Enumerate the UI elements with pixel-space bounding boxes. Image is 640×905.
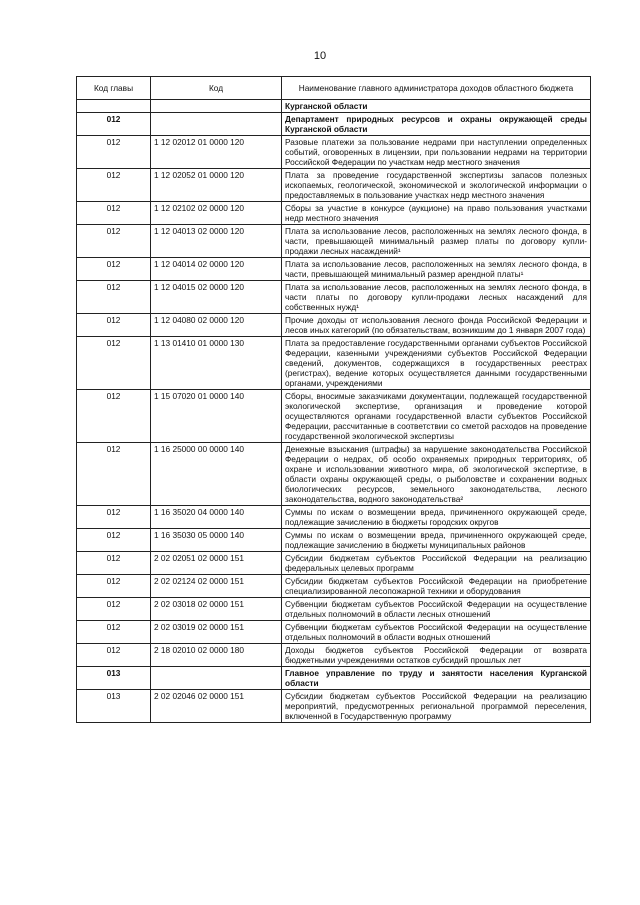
budget-code-cell xyxy=(151,667,282,690)
budget-code-cell: 1 16 35020 04 0000 140 xyxy=(151,506,282,529)
table-row xyxy=(77,598,591,621)
table-row xyxy=(77,690,591,723)
chapter-code-cell: 012 xyxy=(77,225,151,258)
chapter-code-cell: 012 xyxy=(77,443,151,506)
budget-code-cell: 2 02 02124 02 0000 151 xyxy=(151,575,282,598)
revenue-name-cell: Курганской области xyxy=(282,100,591,113)
table-header-row xyxy=(77,77,591,100)
table-row xyxy=(77,644,591,667)
revenue-name-cell: Сборы, вносимые заказчиками документации, подлежащей государственной экологической экспертизе, организация и проведение которой осуществляются органами государственной власти субъектов Российской Федерации, рассчитанные в соответствии со сметой расходов на проведение государственной экологической экспертизы xyxy=(282,390,591,443)
page-number: 10 xyxy=(313,50,327,62)
chapter-code-cell: 012 xyxy=(77,169,151,202)
budget-code-cell xyxy=(151,113,282,136)
revenue-name-cell: Сборы за участие в конкурсе (аукционе) на право пользования участками недр местного значения xyxy=(282,202,591,225)
chapter-code-cell: 012 xyxy=(77,598,151,621)
table-row xyxy=(77,136,591,169)
budget-code-cell: 2 18 02010 02 0000 180 xyxy=(151,644,282,667)
chapter-code-cell: 012 xyxy=(77,281,151,314)
chapter-code-cell: 012 xyxy=(77,506,151,529)
table-row xyxy=(77,552,591,575)
budget-code-cell: 1 16 25000 00 0000 140 xyxy=(151,443,282,506)
revenue-name-cell: Главное управление по труду и занятости населения Курганской области xyxy=(282,667,591,690)
revenue-name-cell: Субвенции бюджетам субъектов Российской Федерации на осуществление отдельных полномочий в области водных отношений xyxy=(282,621,591,644)
budget-code-cell: 1 16 35030 05 0000 140 xyxy=(151,529,282,552)
revenue-name-cell: Разовые платежи за пользование недрами при наступлении определенных событий, оговоренных в лицензии, при пользовании недрами на территории Российской Федерации по участкам недр местного значения xyxy=(282,136,591,169)
revenue-name-cell: Департамент природных ресурсов и охраны окружающей среды Курганской области xyxy=(282,113,591,136)
table-row xyxy=(77,258,591,281)
section-header-row xyxy=(77,100,591,113)
chapter-code-cell: 012 xyxy=(77,113,151,136)
header-administrator-name: Наименование главного администратора доходов областного бюджета xyxy=(282,77,591,100)
budget-code-cell: 2 02 03018 02 0000 151 xyxy=(151,598,282,621)
budget-code-cell: 2 02 02051 02 0000 151 xyxy=(151,552,282,575)
revenue-name-cell: Плата за проведение государственной экспертизы запасов полезных ископаемых, геологической, экономической и экологической информации о предоставляемых в пользование участках недр местного значения xyxy=(282,169,591,202)
section-header-row xyxy=(77,113,591,136)
chapter-code-cell: 012 xyxy=(77,390,151,443)
table-row xyxy=(77,506,591,529)
revenue-name-cell: Прочие доходы от использования лесного фонда Российской Федерации и лесов иных категорий (по обязательствам, возникшим до 1 января 2007 года) xyxy=(282,314,591,337)
table-row xyxy=(77,202,591,225)
table-row xyxy=(77,575,591,598)
section-header-row xyxy=(77,667,591,690)
revenue-name-cell: Плата за предоставление государственными органами субъектов Российской Федерации, казенными учреждениями субъектов Российской Федерации сведений, документов, содержащихся в государственных реестрах (регистрах), ведение которых осуществляется данными государственными органами, учреждениями xyxy=(282,337,591,390)
table-body xyxy=(77,100,591,723)
table-row xyxy=(77,281,591,314)
chapter-code-cell: 013 xyxy=(77,690,151,723)
table-row xyxy=(77,225,591,258)
table-row xyxy=(77,443,591,506)
table-row xyxy=(77,390,591,443)
budget-code-cell: 1 12 04013 02 0000 120 xyxy=(151,225,282,258)
budget-code-cell xyxy=(151,100,282,113)
chapter-code-cell: 012 xyxy=(77,136,151,169)
revenue-name-cell: Плата за использование лесов, расположенных на землях лесного фонда, в части платы по договору купли-продажи лесных насаждений для собственных нужд¹ xyxy=(282,281,591,314)
revenue-name-cell: Денежные взыскания (штрафы) за нарушение законодательства Российской Федерации о недрах, об особо охраняемых природных территориях, об охране и использовании животного мира, об экологической экспертизе, в области охраны окружающей среды, о рыболовстве и сохранении водных биологических ресурсов, земельного законодательства, лесного законодательства, водного законодательства² xyxy=(282,443,591,506)
chapter-code-cell xyxy=(77,100,151,113)
budget-code-cell: 1 12 02052 01 0000 120 xyxy=(151,169,282,202)
revenue-name-cell: Доходы бюджетов субъектов Российской Федерации от возврата бюджетными учреждениями остатков субсидий прошлых лет xyxy=(282,644,591,667)
header-chapter-code: Код главы xyxy=(77,77,151,100)
revenue-name-cell: Субсидии бюджетам субъектов Российской Федерации на приобретение специализированной лесопожарной техники и оборудования xyxy=(282,575,591,598)
chapter-code-cell: 012 xyxy=(77,644,151,667)
revenue-name-cell: Субвенции бюджетам субъектов Российской Федерации на осуществление отдельных полномочий в области лесных отношений xyxy=(282,598,591,621)
revenue-name-cell: Суммы по искам о возмещении вреда, причиненного окружающей среде, подлежащие зачислению в бюджеты городских округов xyxy=(282,506,591,529)
budget-code-cell: 1 15 07020 01 0000 140 xyxy=(151,390,282,443)
budget-code-cell: 1 12 04080 02 0000 120 xyxy=(151,314,282,337)
revenue-name-cell: Субсидии бюджетам субъектов Российской Федерации на реализацию мероприятий, предусмотренных региональной программой переселения, включенной в Государственную программу xyxy=(282,690,591,723)
budget-code-cell: 1 12 04014 02 0000 120 xyxy=(151,258,282,281)
revenue-name-cell: Субсидии бюджетам субъектов Российской Федерации на реализацию федеральных целевых программ xyxy=(282,552,591,575)
chapter-code-cell: 012 xyxy=(77,552,151,575)
table-row xyxy=(77,169,591,202)
revenue-name-cell: Суммы по искам о возмещении вреда, причиненного окружающей среде, подлежащие зачислению в бюджеты муниципальных районов xyxy=(282,529,591,552)
chapter-code-cell: 012 xyxy=(77,529,151,552)
chapter-code-cell: 012 xyxy=(77,314,151,337)
budget-code-cell: 1 13 01410 01 0000 130 xyxy=(151,337,282,390)
revenue-name-cell: Плата за использование лесов, расположенных на землях лесного фонда, в части, превышающей минимальный размер платы по договору купли-продажи лесных насаждений¹ xyxy=(282,225,591,258)
chapter-code-cell: 013 xyxy=(77,667,151,690)
chapter-code-cell: 012 xyxy=(77,337,151,390)
budget-code-cell: 1 12 02102 02 0000 120 xyxy=(151,202,282,225)
table-row xyxy=(77,314,591,337)
chapter-code-cell: 012 xyxy=(77,575,151,598)
revenue-administrators-table xyxy=(76,76,591,723)
revenue-name-cell: Плата за использование лесов, расположенных на землях лесного фонда, в части, превышающей минимальный размер арендной платы¹ xyxy=(282,258,591,281)
chapter-code-cell: 012 xyxy=(77,202,151,225)
chapter-code-cell: 012 xyxy=(77,258,151,281)
table-row xyxy=(77,529,591,552)
chapter-code-cell: 012 xyxy=(77,621,151,644)
budget-code-cell: 2 02 02046 02 0000 151 xyxy=(151,690,282,723)
budget-code-cell: 1 12 02012 01 0000 120 xyxy=(151,136,282,169)
table-row xyxy=(77,621,591,644)
budget-code-cell: 1 12 04015 02 0000 120 xyxy=(151,281,282,314)
table-row xyxy=(77,337,591,390)
budget-code-cell: 2 02 03019 02 0000 151 xyxy=(151,621,282,644)
header-code: Код xyxy=(151,77,282,100)
